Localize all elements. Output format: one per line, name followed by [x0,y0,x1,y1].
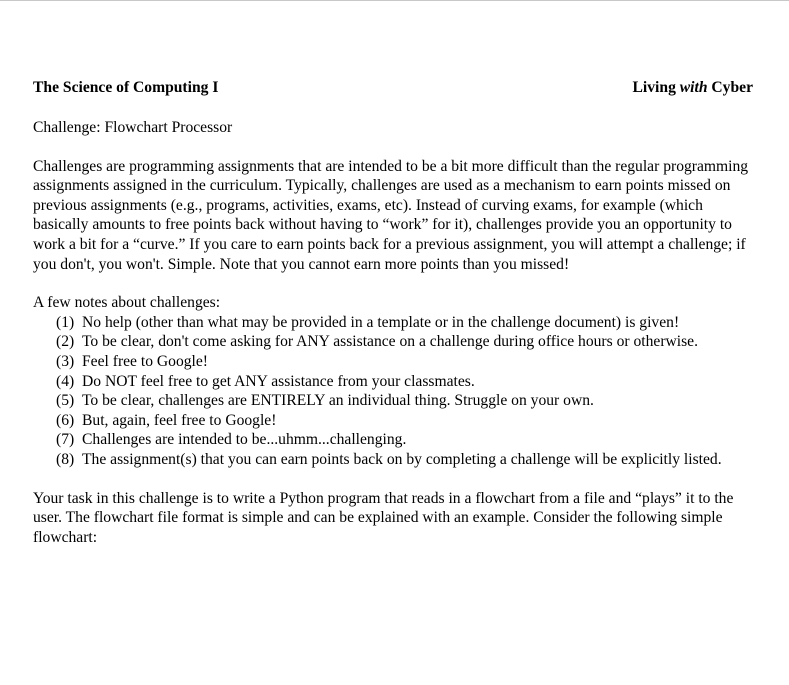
notes-list [33,313,753,470]
list-item: (8) The assignment(s) that you can earn points back on by completing a challenge will be explicitly listed. [56,450,722,468]
list-item: (7) Challenges are intended to be...uhmm...challenging. [56,431,407,449]
list-item: (2) To be clear, don't come asking for ANY assistance on a challenge during office hours or otherwise. [56,333,698,351]
list-item: (4) Do NOT feel free to get ANY assistance from your classmates. [56,372,475,390]
task-paragraph: Your task in this challenge is to write a Python program that reads in a flowchart from a file and “plays” it to the user. The flowchart file format is simple and can be explained with an example. Consider the following simple flowchart: [33,489,734,546]
notes-heading: A few notes about challenges: [33,294,221,312]
course-title: The Science of Computing I [33,79,219,96]
challenge-title: Challenge: Flowchart Processor [33,119,233,136]
list-item: (6) But, again, feel free to Google! [56,411,277,429]
intro-paragraph: Challenges are programming assignments that are intended to be a bit more difficult than the regular programming assignments assigned in the curriculum. Typically, challenges are used as a mechanism to earn points missed on previous assignments (e.g., programs, activities, exams, etc). Instead of curving exams, for example (which basically amounts to free points back without having to “work” for it), challenges provide you an opportunity to work a bit for a “curve.” If you care to earn points back for a previous assignment, you will attempt a challenge; if you don't, you won't. Simple. Note that you cannot earn more points than you missed! [33,157,749,273]
document-page [33,78,753,547]
page-header [33,78,753,98]
series-title: Living with Cyber [632,79,753,96]
top-border [0,0,789,1]
list-item: (5) To be clear, challenges are ENTIRELY an individual thing. Struggle on your own. [56,392,594,410]
list-item: (1) No help (other than what may be provided in a template or in the challenge document) is given! [56,313,680,331]
list-item: (3) Feel free to Google! [56,352,208,370]
